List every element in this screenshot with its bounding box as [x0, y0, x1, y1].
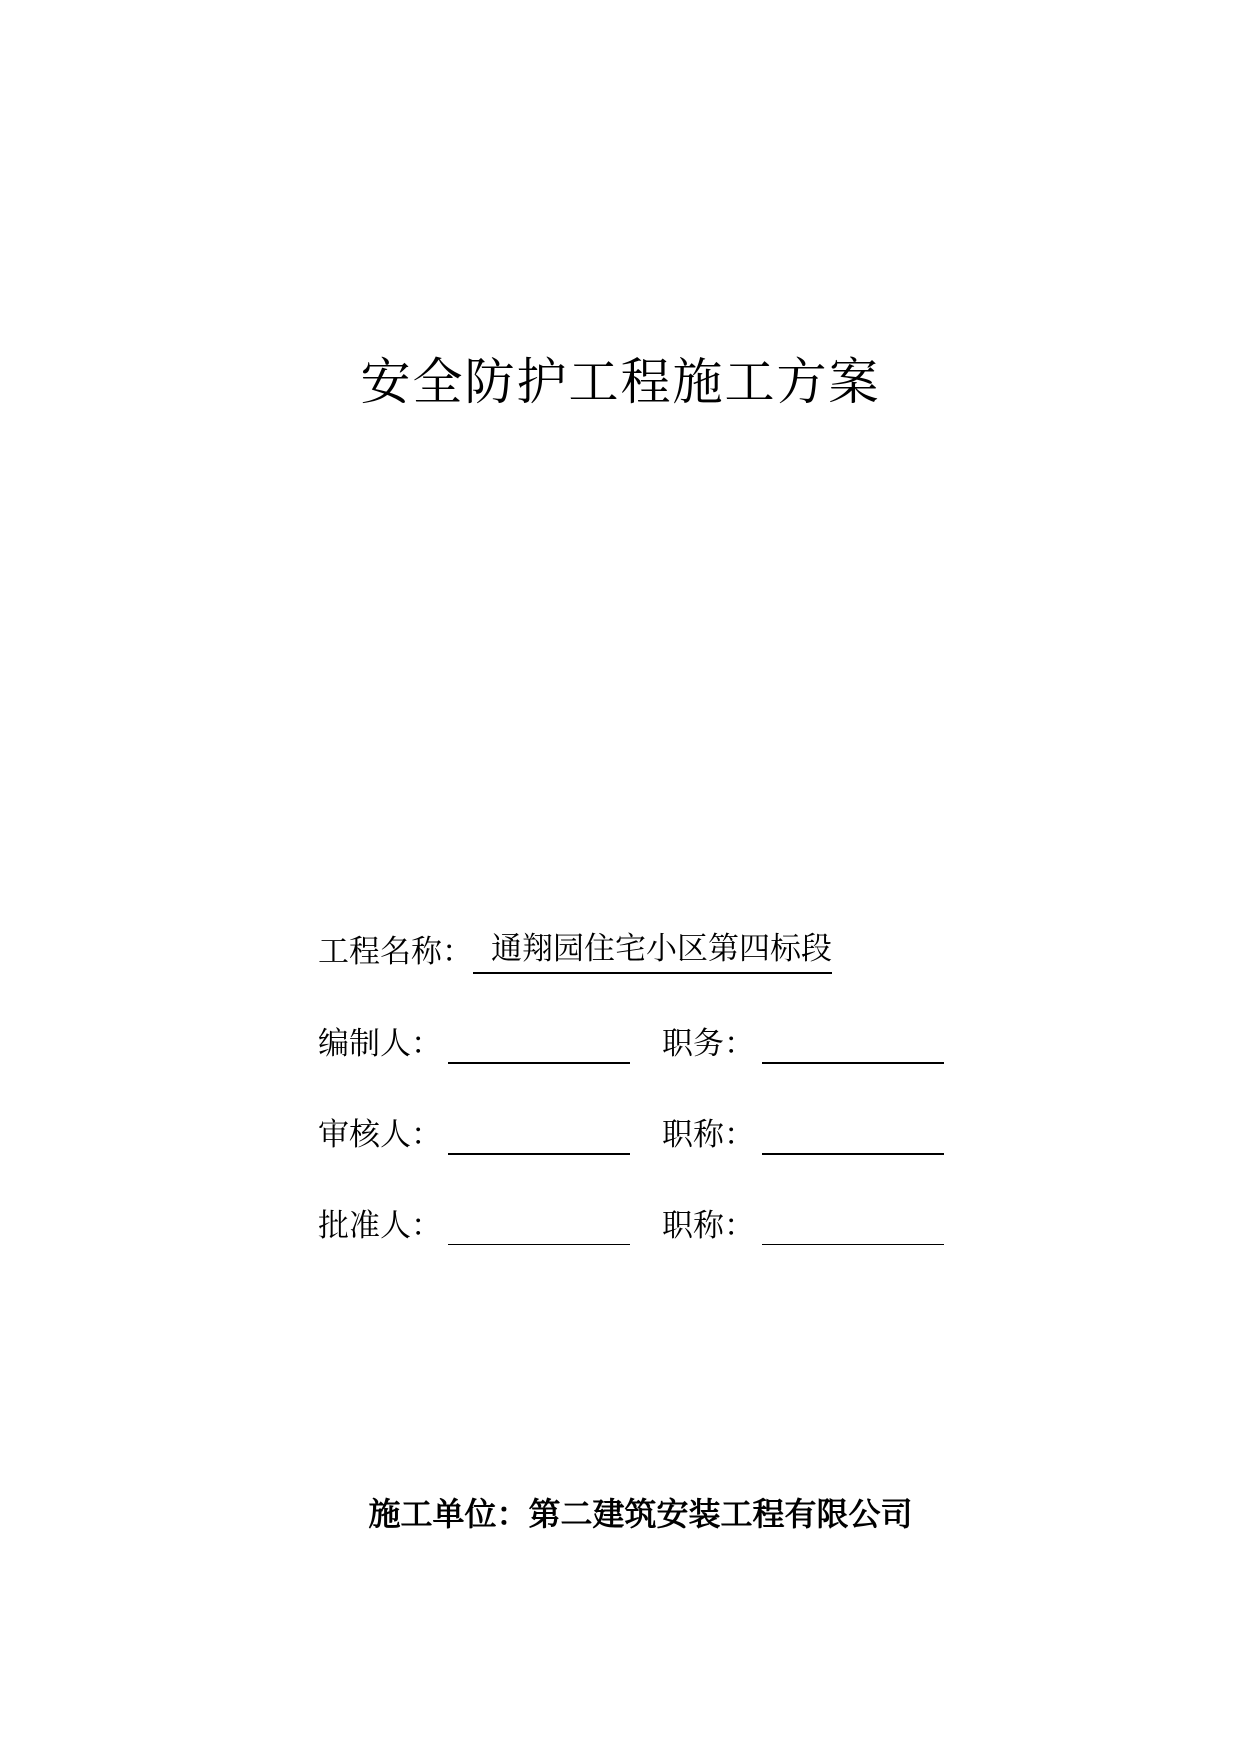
reviewer-row	[318, 1111, 755, 1159]
approver-row	[318, 1202, 755, 1250]
document-title: 安全防护工程施工方案	[360, 353, 881, 411]
project-name-value[interactable]: 通翔园住宅小区第四标段	[473, 928, 832, 974]
reviewer-title-label: 职称：	[662, 1117, 755, 1153]
approver-title-label: 职称：	[662, 1208, 755, 1244]
project-name-label: 工程名称：	[318, 934, 473, 970]
reviewer-label: 审核人：	[318, 1117, 442, 1153]
project-name-row	[318, 928, 832, 976]
reviewer-title-blank[interactable]	[762, 1111, 944, 1155]
compiler-position-blank[interactable]	[762, 1020, 944, 1064]
compiler-row	[318, 1020, 755, 1068]
compiler-blank[interactable]	[448, 1020, 630, 1064]
construction-company: 施工单位：第二建筑安装工程有限公司	[368, 1495, 913, 1533]
compiler-label: 编制人：	[318, 1026, 442, 1062]
compiler-position-label: 职务：	[662, 1026, 755, 1062]
approver-title-blank[interactable]	[762, 1202, 944, 1245]
reviewer-blank[interactable]	[448, 1111, 630, 1155]
approver-label: 批准人：	[318, 1208, 442, 1244]
approver-blank[interactable]	[448, 1202, 630, 1245]
